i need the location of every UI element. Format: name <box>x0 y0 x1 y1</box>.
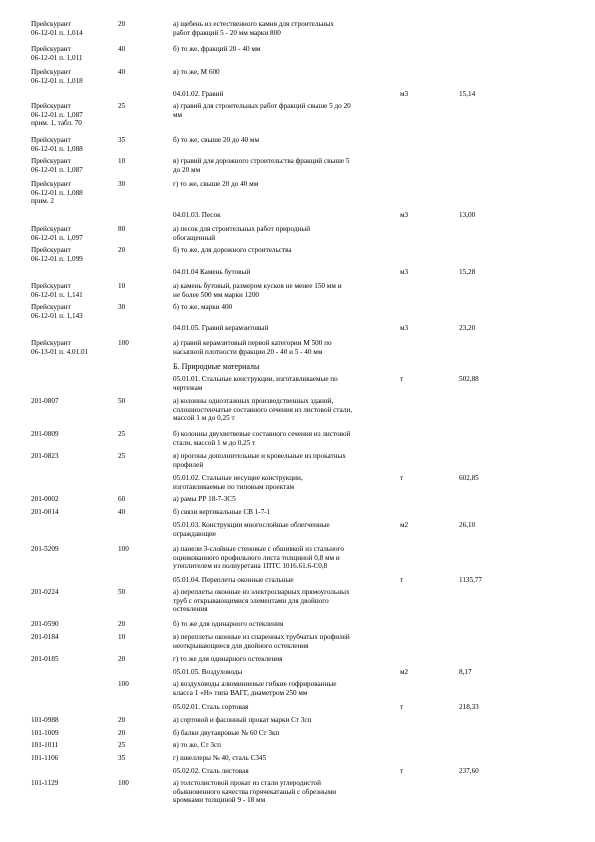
percent-cell: 20 <box>118 246 126 254</box>
reference-cell: Прейскурант 06-12-01 п. 1,097 <box>31 225 83 242</box>
price-cell: 8,17 <box>459 668 472 676</box>
description-cell: а) панели 3-слойные стеновые с обшивкой из стального оцинкованного профильного листа толщиной 0,8 мм и утеплителем из полиуретана 1ПТС 1016.61.6-С0,8 <box>173 545 344 571</box>
description-cell: а) рамы РР 18-7-3С5 <box>173 495 236 503</box>
unit-cell: м3 <box>400 268 409 276</box>
description-cell: 05.01.01. Стальные конструкции, изготавливаемые по чертежам <box>173 375 338 392</box>
description-cell: в) прогоны дополнительные и кровельные из прокатных профилей <box>173 452 346 469</box>
price-cell: 26,10 <box>459 521 476 529</box>
percent-cell: 100 <box>118 680 129 688</box>
reference-cell: 201-0224 <box>31 588 59 596</box>
description-cell: а) колонны одноэтажных производственных зданий, сплошностенчатые составного сечения из листовой стали, массой 1 м до 0,25 т <box>173 397 352 423</box>
description-cell: а) толстолистовой прокат из стали углеродистой обыкновенного качества горячекатаный с обрезными кромками толщиной 9 - 18 мм <box>173 779 337 805</box>
description-cell: а) гравий керамзитовый первой категории М 500 по насыпной плотности фракции 20 - 40 и 5 - 40 мм <box>173 339 332 356</box>
price-cell: 15,14 <box>459 90 476 98</box>
price-cell: 502,88 <box>459 375 479 383</box>
section-heading: Б. Природные материалы <box>173 362 260 371</box>
price-cell: 23,20 <box>459 324 476 332</box>
description-cell: г) то же для одинарного остекления <box>173 655 283 663</box>
reference-cell: Прейскурант 06-12-01 п. 1,011 <box>31 45 83 62</box>
price-cell: 218,33 <box>459 703 479 711</box>
description-cell: г) швеллеры № 40, сталь С345 <box>173 754 267 762</box>
percent-cell: 30 <box>118 180 126 188</box>
percent-cell: 60 <box>118 495 126 503</box>
unit-cell: т <box>400 474 404 482</box>
reference-cell: 101-1106 <box>31 754 59 762</box>
reference-cell: Прейскурант 06-13-01 п. 4.01.01 <box>31 339 89 356</box>
description-cell: б) колонны двухветвевые составного сечения из листовой стали, массой 1 м до 0,25 т <box>173 430 351 447</box>
reference-cell: Прейскурант 06-12-01 п. 1,088 <box>31 136 83 153</box>
reference-cell: 201-0184 <box>31 633 59 641</box>
reference-cell: 101-1129 <box>31 779 59 787</box>
unit-cell: т <box>400 703 404 711</box>
reference-cell: 201-5209 <box>31 545 59 553</box>
description-cell: 05.02.02. Сталь листовая <box>173 767 249 775</box>
reference-cell: 101-0988 <box>31 716 59 724</box>
reference-cell: 201-0002 <box>31 495 59 503</box>
percent-cell: 35 <box>118 754 126 762</box>
description-cell: а) щебень из естественного камня для строительных работ фракций 5 - 20 мм марки 800 <box>173 20 334 37</box>
description-cell: б) то же, марки 400 <box>173 303 233 311</box>
reference-cell: 201-0807 <box>31 397 59 405</box>
description-cell: 05.01.03. Конструкции многослойные облегченные ограждающие <box>173 521 330 538</box>
percent-cell: 10 <box>118 633 126 641</box>
description-cell: б) то же, для дорожного строительства <box>173 246 292 254</box>
unit-cell: т <box>400 767 404 775</box>
unit-cell: м3 <box>400 324 409 332</box>
reference-cell: 201-0823 <box>31 452 59 460</box>
unit-cell: м3 <box>400 90 409 98</box>
description-cell: а) гравий для строительных работ фракций свыше 5 до 20 мм <box>173 102 351 119</box>
description-cell: б) то же для одинарного остекления <box>173 620 284 628</box>
unit-cell: м2 <box>400 668 409 676</box>
description-cell: б) связи вертикальные СВ 1-7-1 <box>173 508 271 516</box>
percent-cell: 20 <box>118 716 126 724</box>
description-cell: а) камень бутовый, размером кусков не менее 150 мм и не более 500 мм марки 1200 <box>173 282 342 299</box>
reference-cell: 101-1011 <box>31 741 59 749</box>
description-cell: а) сортовой и фасонный прокат марки Ст 3сп <box>173 716 312 724</box>
price-cell: 13,00 <box>459 211 476 219</box>
description-cell: в) переплеты оконные из спаренных трубчатых профилей неоткрывающиеся для двойного остекления <box>173 633 350 650</box>
description-cell: 05.01.05. Воздуховоды <box>173 668 243 676</box>
percent-cell: 50 <box>118 397 126 405</box>
reference-cell: 201-0590 <box>31 620 59 628</box>
reference-cell: Прейскурант 06-12-01 п. 1,088 прим. 2 <box>31 180 83 206</box>
reference-cell: Прейскурант 06-12-01 п. 1,099 <box>31 246 83 263</box>
percent-cell: 30 <box>118 303 126 311</box>
description-cell: в) то же, Ст 3сп <box>173 741 221 749</box>
percent-cell: 20 <box>118 20 126 28</box>
price-cell: 1135,77 <box>459 576 483 584</box>
description-cell: б) то же, фракций 20 - 40 мм <box>173 45 261 53</box>
percent-cell: 80 <box>118 225 126 233</box>
description-cell: а) переплеты оконные из электросварных прямоугольных труб с открывающимися элементами для двойного остекления <box>173 588 350 614</box>
percent-cell: 20 <box>118 655 126 663</box>
percent-cell: 40 <box>118 508 126 516</box>
percent-cell: 10 <box>118 157 126 165</box>
description-cell: б) балки двутавровые № 60 Ст 3кп <box>173 729 280 737</box>
description-cell: 04.01.03. Песок <box>173 211 221 219</box>
reference-cell: 201-0809 <box>31 430 59 438</box>
percent-cell: 20 <box>118 729 126 737</box>
reference-cell: Прейскурант 06-12-01 п. 1,018 <box>31 68 83 85</box>
percent-cell: 20 <box>118 620 126 628</box>
percent-cell: 50 <box>118 588 126 596</box>
unit-cell: м3 <box>400 211 409 219</box>
percent-cell: 25 <box>118 430 126 438</box>
price-cell: 602,85 <box>459 474 479 482</box>
percent-cell: 40 <box>118 45 126 53</box>
unit-cell: м2 <box>400 521 409 529</box>
percent-cell: 25 <box>118 102 126 110</box>
description-cell: 05.01.04. Переплеты оконные стальные <box>173 576 294 584</box>
percent-cell: 100 <box>118 779 129 787</box>
description-cell: а) воздуховоды алюминиевые гибкие гофрированные класса 1 «Н» типа ВАГГ, диаметром 250 мм <box>173 680 337 697</box>
percent-cell: 10 <box>118 282 126 290</box>
reference-cell: 101-1009 <box>31 729 59 737</box>
reference-cell: 201-0014 <box>31 508 59 516</box>
percent-cell: 25 <box>118 452 126 460</box>
reference-cell: 201-0185 <box>31 655 59 663</box>
description-cell: 04.01.05. Гравий керамзитовый <box>173 324 269 332</box>
description-cell: 04.01.04 Камень бутовый <box>173 268 251 276</box>
description-cell: 05.01.02. Стальные несущие конструкции, изготавливаемые по типовым проектам <box>173 474 303 491</box>
unit-cell: т <box>400 375 404 383</box>
description-cell: г) то же, свыше 20 до 40 мм <box>173 180 259 188</box>
description-cell: 04.01.02. Гравий <box>173 90 224 98</box>
description-cell: в) то же, М 600 <box>173 68 220 76</box>
reference-cell: Прейскурант 06-12-01 п. 1,087 прим. 1, табл. 70 <box>31 102 83 128</box>
description-cell: б) то же, свыше 20 до 40 мм <box>173 136 259 144</box>
unit-cell: т <box>400 576 404 584</box>
reference-cell: Прейскурант 06-12-01 п. 1,014 <box>31 20 83 37</box>
percent-cell: 35 <box>118 136 126 144</box>
price-cell: 237,60 <box>459 767 479 775</box>
description-cell: 05.02.01. Сталь сортовая <box>173 703 249 711</box>
description-cell: в) гравий для дорожного строительства фракций свыше 5 до 20 мм <box>173 157 350 174</box>
reference-cell: Прейскурант 06-12-01 п. 1,141 <box>31 282 83 299</box>
reference-cell: Прейскурант 06-12-01 п. 1,143 <box>31 303 83 320</box>
reference-cell: Прейскурант 06-12-01 п. 1,087 <box>31 157 83 174</box>
percent-cell: 100 <box>118 339 129 347</box>
percent-cell: 100 <box>118 545 129 553</box>
percent-cell: 40 <box>118 68 126 76</box>
percent-cell: 25 <box>118 741 126 749</box>
description-cell: а) песок для строительных работ природный обогащенный <box>173 225 311 242</box>
price-cell: 15,28 <box>459 268 476 276</box>
